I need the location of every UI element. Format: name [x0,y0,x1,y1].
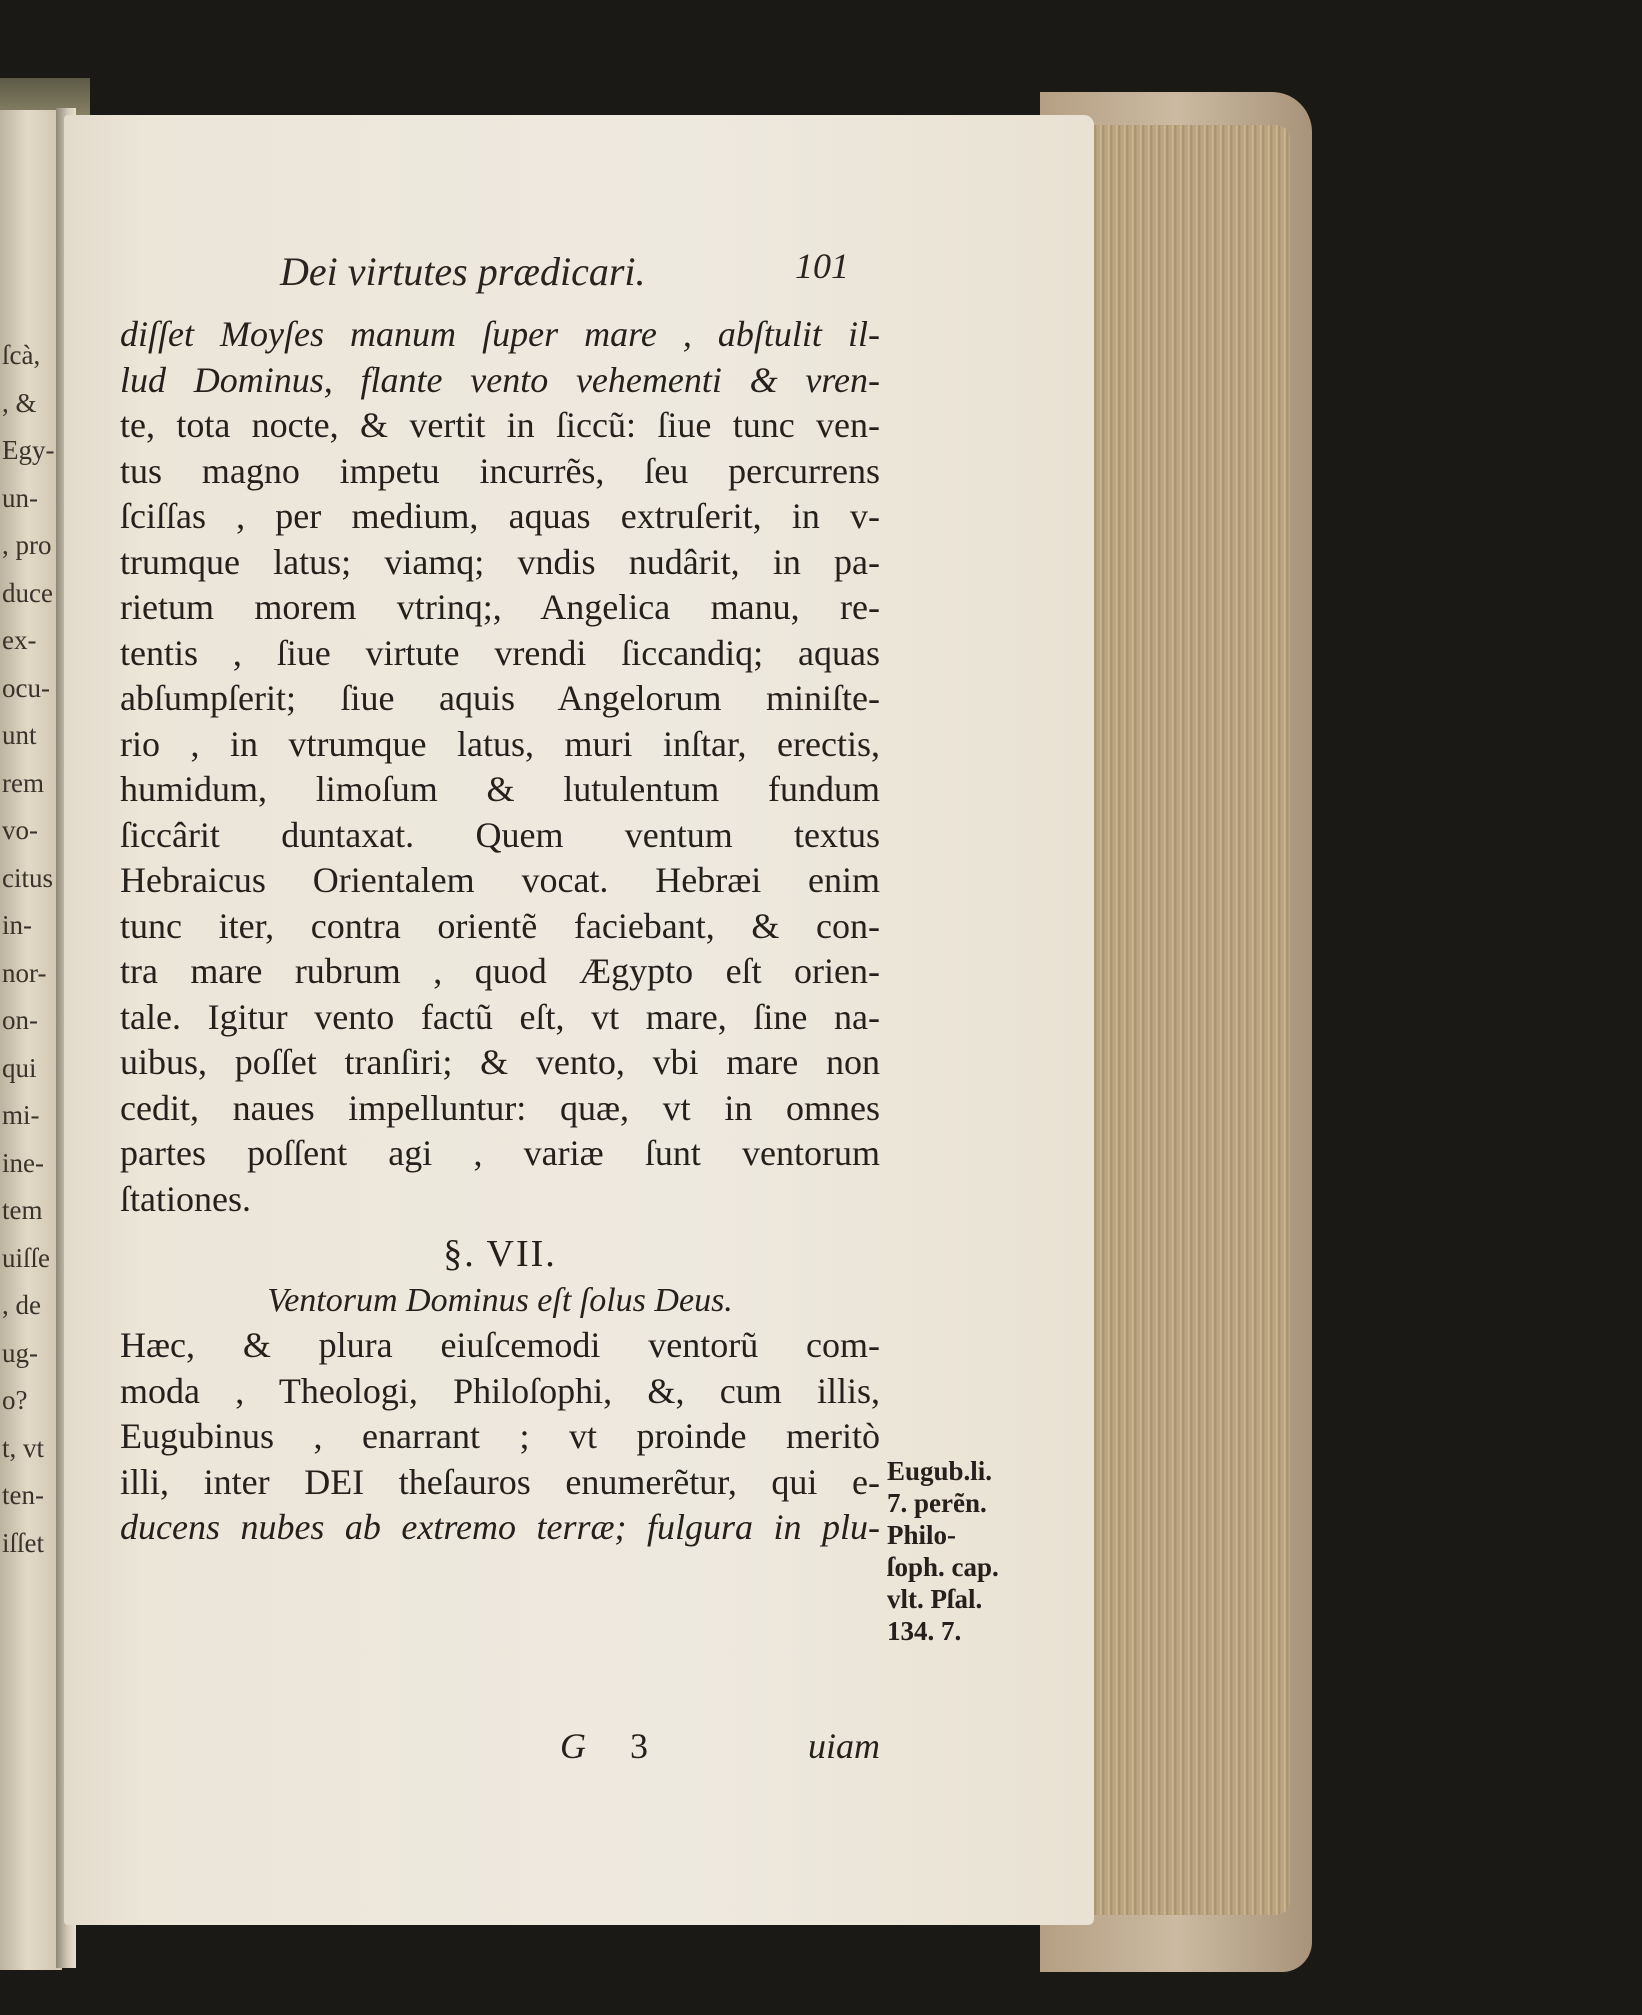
text-line: rietum morem vtrinq;, Angelica manu, re- [120,587,880,627]
left-page-fragment: rem [2,767,44,798]
text-line: cedit, naues impelluntur: quæ, vt in omnes [120,1087,880,1128]
margin-note [887,1455,1037,1647]
catchword: uiam [808,1726,880,1766]
left-page-fragment: uiſſe [2,1242,50,1273]
left-page-fragment: t, vt [2,1432,45,1463]
left-page-fragment: ine- [2,1147,44,1178]
left-page-fragment: qui [2,1052,37,1083]
left-page-fragment: unt [2,720,37,750]
left-page-fragment: tem [2,1195,43,1225]
text-line: trumque latus; viamq; vndis nudârit, in pa- [120,541,880,582]
signature-mark: G [560,1726,586,1766]
left-page-fragment: ex- [2,625,37,655]
text-line: ducens nubes ab extremo terræ; fulgura in plu- [120,1507,880,1547]
text-line: tale. Igitur vento factũ eſt, vt mare, ſine na- [120,996,880,1037]
left-page-fragment: o? [2,1385,28,1415]
margin-note-line: Eugub.li. [887,1456,993,1486]
margin-note-line: ſoph. cap. [887,1552,999,1582]
body-text [120,312,880,1551]
left-page-fragment: iſſet [2,1527,44,1558]
left-page-fragment: mi- [2,1100,40,1130]
margin-note-line: 7. perẽn. [887,1488,987,1518]
page-edges [1090,125,1290,1915]
text-line: ſciſſas , per medium, aquas extruſerit, in v- [120,496,880,536]
text-line: diſſet Moyſes manum ſuper mare , abſtulit il- [120,314,880,354]
text-line: ſtationes. [120,1178,251,1219]
left-page-fragment: duce [2,577,53,608]
left-page-fragment: nor- [2,957,47,988]
section-number: §. VII. [443,1233,557,1275]
text-line: ſiccârit duntaxat. Quem ventum textus [120,814,880,855]
margin-note-line: 134. 7. [887,1616,962,1646]
signature-number: 3 [630,1726,648,1766]
left-page-fragment: on- [2,1005,38,1035]
page-number: 101 [795,246,849,286]
text-line: uibus, poſſet tranſiri; & vento, vbi mare non [120,1042,880,1082]
text-line: rio , in vtrumque latus, muri inſtar, erectis, [120,723,880,764]
margin-note-line: vlt. Pſal. [887,1584,983,1614]
text-line: tunc iter, contra orientẽ faciebant, & con- [120,905,880,946]
text-line: illi, inter DEI theſauros enumerẽtur, qui e- [120,1461,880,1502]
body-paragraph [120,312,880,1222]
left-page-fragment: citus [2,862,53,893]
left-page-fragment: un- [2,482,38,513]
left-page-fragment: Egy- [2,435,55,465]
text-line: tentis , ſiue virtute vrendi ſiccandiq; aquas [120,632,880,673]
left-page-fragment: ocu- [2,672,50,703]
text-line: Eugubinus , enarrant ; vt proinde meritò [120,1416,880,1456]
text-line: Hæc, & plura eiuſcemodi ventorũ com- [120,1325,880,1365]
left-page-fragment: ſcà, [2,340,41,370]
text-line: te, tota nocte, & vertit in ſiccũ: ſiue tunc ven- [120,405,880,445]
text-line: tra mare rubrum , quod Ægypto eſt orien- [120,951,880,991]
text-line: humidum, limoſum & lutulentum fundum [120,769,880,809]
text-line: partes poſſent agi , variæ ſunt ventorum [120,1133,880,1173]
previous-page [0,110,62,1970]
running-title: Dei virtutes prædicari. [280,249,646,294]
section-title: Ventorum Dominus eſt ſolus Deus. [267,1281,733,1319]
text-line: lud Dominus, flante vento vehementi & vren- [120,359,880,400]
left-page-fragment: ug- [2,1337,38,1368]
left-page-fragment: , & [2,387,37,418]
left-page-fragment: ten- [2,1480,44,1510]
text-line: moda , Theologi, Philoſophi, &, cum illis, [120,1370,880,1411]
left-page-fragment: in- [2,910,32,940]
left-page-fragment: , de [2,1290,41,1320]
text-line: abſumpſerit; ſiue aquis Angelorum miniſte- [120,678,880,718]
margin-note-line: Philo- [887,1520,957,1550]
left-page-fragment: vo- [2,815,38,845]
section-paragraph [120,1323,880,1551]
text-line: Hebraicus Orientalem vocat. Hebræi enim [120,860,880,900]
left-page-fragment: , pro [2,530,52,560]
text-line: tus magno impetu incurrẽs, ſeu percurrens [120,450,880,491]
